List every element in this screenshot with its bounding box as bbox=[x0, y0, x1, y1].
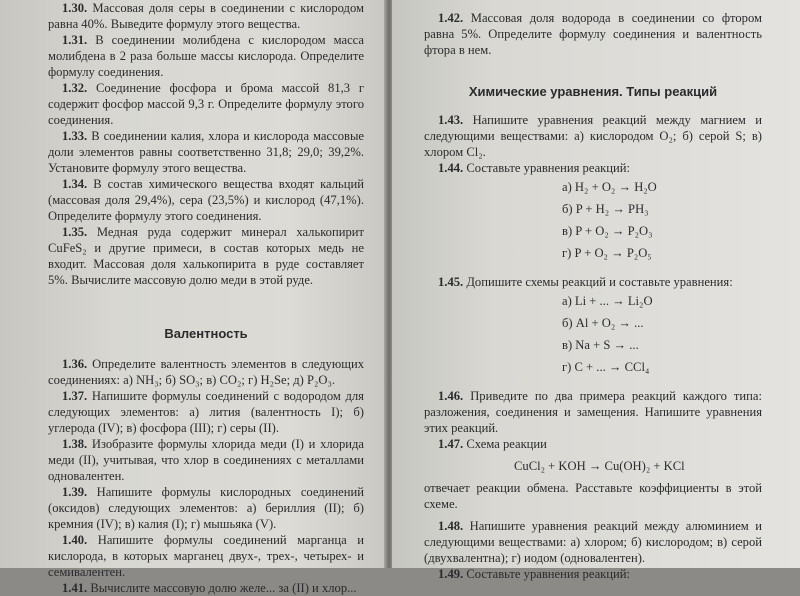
equation-item: а) H₂ + O₂ → H₂O bbox=[562, 180, 657, 194]
problem-1-40: 1.40. Напишите формулы соединений марганца и кислорода, в которых марганец двух-, трех-, четырех- и семивалентен. bbox=[48, 533, 364, 579]
problem-1-35: 1.35. Медная руда содержит минерал халькопирит CuFeS₂ и другие примеси, в состав которых медь не входит. Массовая доля халькопирита в руде составляет 5%. Вычислите массовую долю меди в этой руде. bbox=[48, 225, 364, 287]
problem-1-47-tail: отвечает реакции обмена. Расставьте коэффициенты в этой схеме. bbox=[424, 481, 762, 511]
equation-item: б) P + H₂ → PH₃ bbox=[562, 202, 649, 216]
problem-1-37: 1.37. Напишите формулы соединений с водородом для следующих элементов: а) лития (валентность I); б) углерода (IV); в) фосфора (III); г) серы (II). bbox=[48, 389, 364, 435]
equation-item: а) Li + ... → Li₂O bbox=[562, 294, 653, 308]
problem-1-47: 1.47. Схема реакции bbox=[438, 437, 547, 451]
problem-1-44: 1.44. Составьте уравнения реакций: bbox=[438, 161, 630, 175]
problem-1-36: 1.36. Определите валентность элементов в следующих соединениях: а) NH₃; б) SO₃; в) CO₂; г) H₂Se; д) P₂O₃. bbox=[48, 357, 364, 387]
right-page bbox=[392, 0, 800, 581]
problem-1-45: 1.45. Допишите схемы реакций и составьте уравнения: bbox=[438, 275, 733, 289]
equation-item: б) Al + O₂ → ... bbox=[562, 316, 644, 330]
problem-1-41: 1.41. Вычислите массовую долю желе... за (II) и хлор... bbox=[62, 581, 357, 595]
left-page bbox=[0, 0, 386, 595]
problem-1-32: 1.32. Соединение фосфора и брома массой 81,3 г содержит фосфор массой 9,3 г. Определите формулу этого соединения. bbox=[48, 81, 365, 127]
problem-1-48: 1.48. Напишите уравнения реакций между алюминием и следующими веществами: а) хлором; б) кислородом; в) серой (двухвалентна); г) иодом (одновалентен). bbox=[424, 519, 762, 565]
equation-list-1-44 bbox=[562, 176, 762, 264]
equation-item: г) C + ... → CCl₄ bbox=[562, 360, 650, 374]
problem-1-34: 1.34. В состав химического вещества входят кальций (массовая доля 29,4%), сера (23,5%) и кислород (47,1%). Определите формулу этого соединения. bbox=[48, 177, 364, 223]
problem-1-43: 1.43. Напишите уравнения реакций между магнием и следующими веществами: а) кислородом O₂; б) серой S; в) хлором Cl₂. bbox=[424, 113, 762, 159]
section-heading-equations: Химические уравнения. Типы реакций bbox=[468, 84, 718, 99]
problem-1-33: 1.33. В соединении калия, хлора и кислорода массовые доли элементов равны соответственно 31,8; 29,0; 39,2%. Установите формулу этого вещества. bbox=[48, 129, 364, 175]
equation-item: в) P + O₂ → P₂O₃ bbox=[562, 224, 653, 238]
problem-1-42: 1.42. Массовая доля водорода в соединении со фтором равна 5%. Определите формулу соединения и валентность фтора в нем. bbox=[424, 11, 762, 57]
equation-list-1-45 bbox=[562, 290, 762, 378]
equation-1-47: CuCl₂ + KOH → Cu(OH)₂ + KCl bbox=[514, 459, 685, 473]
equation-item: г) P + O₂ → P₂O₅ bbox=[562, 246, 652, 260]
problem-1-39: 1.39. Напишите формулы кислородных соединений (оксидов) следующих элементов: а) бериллия (II); б) кремния (IV); в) калия (I); г) мышьяка (V). bbox=[48, 485, 364, 531]
equation-item: в) Na + S → ... bbox=[562, 338, 639, 352]
problem-1-49: 1.49. Составьте уравнения реакций: bbox=[438, 567, 630, 581]
section-heading-valence: Валентность bbox=[164, 326, 248, 341]
problem-1-30: 1.30. Массовая доля серы в соединении с кислородом равна 40%. Выведите формулу этого вещества. bbox=[48, 1, 364, 31]
problem-1-46: 1.46. Приведите по два примера реакций каждого типа: разложения, соединения и замещения. Напишите уравнения этих реакций. bbox=[424, 389, 762, 435]
problem-1-38: 1.38. Изобразите формулы хлорида меди (I) и хлорида меди (II), учитывая, что хлор в соединениях с металлами одновалентен. bbox=[48, 437, 364, 483]
problem-1-31: 1.31. В соединении молибдена с кислородом масса молибдена в 2 раза больше массы кислорода. Определите формулу соединения. bbox=[48, 33, 365, 79]
